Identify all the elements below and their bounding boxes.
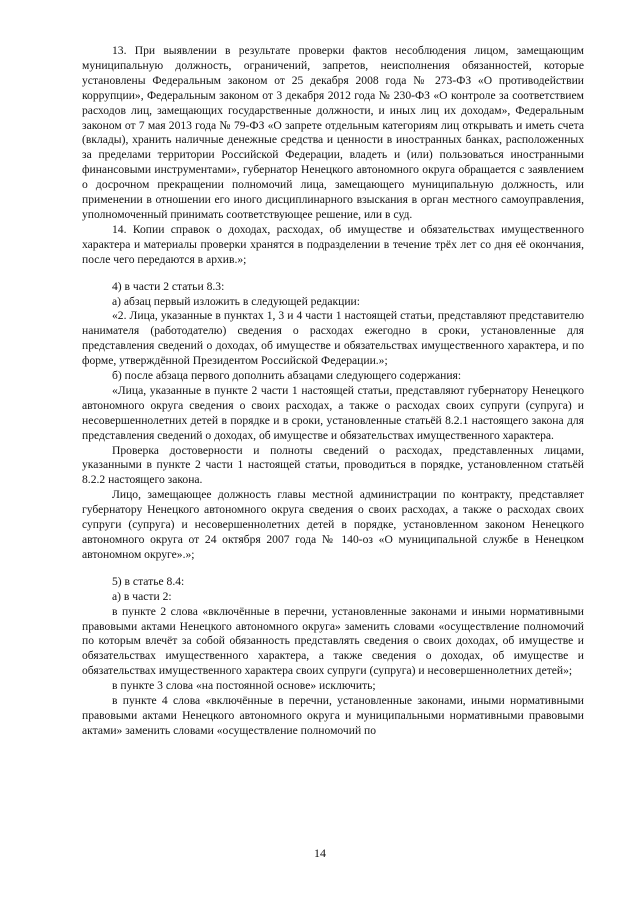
paragraph-item-5: 5) в статье 8.4: bbox=[112, 574, 185, 588]
paragraph-persons-point-2: «Лица, указанные в пункте 2 части 1 настоящей статьи, представляют губернатору Ненецкого автономного округа сведения о своих расходах, а также о расходах своих супруги (супруга) и несовершеннолетних детей в порядке и в сроки, установленные статьёй 8.2.1 настоящего закона для представления сведений о доходах, об имуществе и обязательствах имущественного характера. bbox=[82, 383, 584, 442]
page-number: 14 bbox=[314, 846, 326, 860]
paragraph-verification: Проверка достоверности и полноты сведений о расходах, представленных лицами, указанными в пункте 2 части 1 настоящей статьи, проводиться в порядке, установленном статьёй 8.2.2 настоящего закона. bbox=[82, 443, 584, 487]
paragraph-item-5a: а) в части 2: bbox=[112, 589, 172, 603]
paragraph-item-4b: б) после абзаца первого дополнить абзацами следующего содержания: bbox=[112, 369, 462, 383]
paragraph-head-of-administration: Лицо, замещающее должность главы местной администрации по контракту, представляет губернатору Ненецкого автономного округа сведения о своих расходах, а также о расходах своих супруги (супруга) и несовершеннолетних детей в порядке, установленном законом Ненецкого автономного округа от 24 октября 2007 года № 140-оз «О муниципальной службе в Ненецком автономном округе».»; bbox=[82, 488, 584, 561]
paragraph-part-2-text: «2. Лица, указанные в пунктах 1, 3 и 4 части 1 настоящей статьи, представляют представителю нанимателя (работодателю) сведения о расходах ежегодно в сроки, установленные для представления сведений о доходах, об имуществе и обязательствах имущественного характера, и по форме, утверждённой Президентом Российской Федерации.»; bbox=[82, 309, 584, 368]
paragraph-point-2: в пункте 2 слова «включённые в перечни, установленные законами и иными нормативными правовыми актами Ненецкого автономного округа» заменить словами «осуществление полномочий по которым влечёт за собой обязанность представлять сведения о своих доходах, об имуществе и обязательствах имущественного характера, а также сведения о доходах, об имуществе и обязательствах имущественного характера своих супруги (супруга) и несовершеннолетних детей»; bbox=[82, 604, 584, 678]
paragraph-14: 14. Копии справок о доходах, расходах, об имуществе и обязательствах имущественного характера и материалы проверки хранятся в подразделении в течение трёх лет со дня её окончания, после чего передаются в архив.»; bbox=[82, 222, 584, 266]
document-body bbox=[82, 44, 584, 739]
paragraph-item-4a: а) абзац первый изложить в следующей редакции: bbox=[112, 294, 360, 308]
paragraph-item-4: 4) в части 2 статьи 8.3: bbox=[112, 279, 225, 293]
paragraph-point-4: в пункте 4 слова «включённые в перечни, установленные законами, иными нормативными правовыми актами Ненецкого автономного округа и муниципальными нормативными правовыми актами» заменить словами «осуществление полномочий по bbox=[82, 694, 584, 737]
paragraph-point-3: в пункте 3 слова «на постоянной основе» исключить; bbox=[112, 679, 376, 693]
paragraph-13: 13. При выявлении в результате проверки фактов несоблюдения лицом, замещающим муниципальную должность, ограничений, запретов, неисполнения обязанностей, которые установлены Федеральным законом от 25 декабря 2008 года № 273-ФЗ «О противодействии коррупции», Федеральным законом от 3 декабря 2012 года № 230-ФЗ «О контроле за соответствием расходов лиц, замещающих государственные должности, и иных лиц их доходам», Федеральным законом от 7 мая 2013 года № 79-ФЗ «О запрете отдельным категориям лиц открывать и иметь счета (вклады), хранить наличные денежные средства и ценности в иностранных банках, расположенных за пределами территории Российской Федерации, владеть и (или) пользоваться иностранными финансовыми инструментами», губернатор Ненецкого автономного округа обращается с заявлением о досрочном прекращении полномочий лица, замещающего муниципальную должность, или применении в отношении его иного дисциплинарного взыскания в орган местного самоуправления, уполномоченный принимать соответствующее решение, или в суд. bbox=[82, 44, 584, 221]
